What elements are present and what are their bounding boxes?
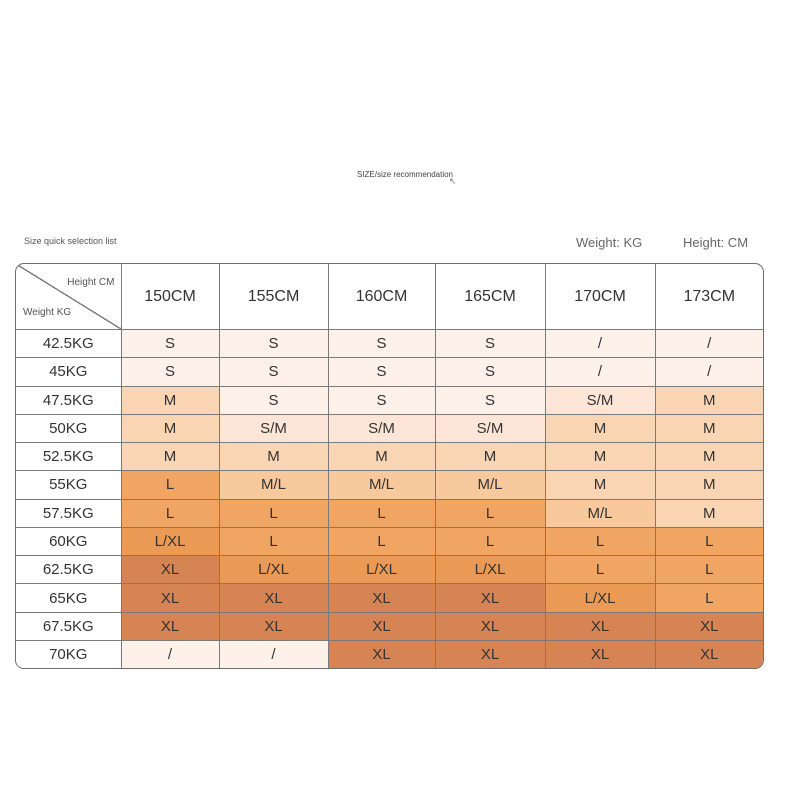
size-cell: M [655, 499, 763, 527]
size-cell: L [545, 527, 655, 555]
size-cell: S/M [328, 414, 435, 442]
size-cell: L [545, 556, 655, 584]
weight-cell: 47.5KG [16, 386, 121, 414]
table-row [16, 584, 763, 612]
table-row [16, 556, 763, 584]
weight-cell: 45KG [16, 358, 121, 386]
size-cell: M [435, 443, 545, 471]
size-cell: XL [121, 556, 219, 584]
size-cell: S [435, 386, 545, 414]
corner-height-label: Height CM [67, 277, 115, 288]
size-cell: / [121, 640, 219, 668]
size-cell: L/XL [219, 556, 328, 584]
size-cell: S/M [435, 414, 545, 442]
size-cell: M [121, 386, 219, 414]
size-cell: M [545, 443, 655, 471]
height-header: 155CM [219, 264, 328, 330]
table-row [16, 443, 763, 471]
corner-weight-label: Weight KG [23, 307, 72, 318]
table-row [16, 471, 763, 499]
size-cell: L/XL [435, 556, 545, 584]
table-row [16, 414, 763, 442]
size-cell: L/XL [121, 527, 219, 555]
size-cell: L [655, 584, 763, 612]
size-cell: S [121, 358, 219, 386]
size-cell: M [655, 443, 763, 471]
size-cell: S [435, 330, 545, 358]
size-cell: XL [219, 584, 328, 612]
size-cell: / [545, 330, 655, 358]
size-cell: L [435, 499, 545, 527]
weight-cell: 57.5KG [16, 499, 121, 527]
weight-cell: 70KG [16, 640, 121, 668]
size-cell: M [121, 414, 219, 442]
size-cell: S [328, 358, 435, 386]
header-row [16, 264, 763, 330]
size-cell: / [655, 358, 763, 386]
size-cell: M [655, 471, 763, 499]
table-row [16, 527, 763, 555]
size-cell: L [219, 527, 328, 555]
size-cell: M/L [328, 471, 435, 499]
size-cell: L [435, 527, 545, 555]
size-cell: M [121, 443, 219, 471]
table-row [16, 612, 763, 640]
height-unit-label: Height: CM [683, 235, 749, 250]
size-cell: L/XL [545, 584, 655, 612]
table-row [16, 330, 763, 358]
size-cell: XL [545, 612, 655, 640]
size-cell: S [121, 330, 219, 358]
size-cell: M/L [435, 471, 545, 499]
size-cell: XL [545, 640, 655, 668]
page-heading: SIZE/size recommendation [356, 170, 454, 179]
size-cell: S/M [219, 414, 328, 442]
size-cell: S [219, 358, 328, 386]
size-cell: L [121, 471, 219, 499]
corner-cell [16, 264, 121, 330]
size-cell: / [655, 330, 763, 358]
table-row [16, 499, 763, 527]
size-cell: XL [121, 584, 219, 612]
size-cell: S [328, 330, 435, 358]
weight-cell: 67.5KG [16, 612, 121, 640]
size-cell: S/M [545, 386, 655, 414]
size-cell: L/XL [328, 556, 435, 584]
size-cell: XL [328, 640, 435, 668]
table-row [16, 640, 763, 668]
size-cell: M [655, 386, 763, 414]
size-cell: M [328, 443, 435, 471]
size-cell: XL [435, 640, 545, 668]
size-cell: XL [121, 612, 219, 640]
size-cell: L [328, 527, 435, 555]
size-cell: S [219, 386, 328, 414]
height-header: 150CM [121, 264, 219, 330]
weight-cell: 65KG [16, 584, 121, 612]
size-cell: S [219, 330, 328, 358]
size-cell: M/L [545, 499, 655, 527]
size-table [16, 264, 763, 668]
size-chart [15, 263, 764, 669]
quick-selection-label: Size quick selection list [24, 236, 117, 246]
size-cell: XL [435, 612, 545, 640]
size-cell: L [328, 499, 435, 527]
size-cell: / [219, 640, 328, 668]
height-header: 160CM [328, 264, 435, 330]
table-row [16, 386, 763, 414]
mouse-cursor-icon: ↖ [449, 176, 457, 186]
size-cell: XL [655, 640, 763, 668]
size-cell: L [655, 527, 763, 555]
size-cell: M [545, 414, 655, 442]
weight-unit-label: Weight: KG [576, 235, 643, 250]
size-cell: S [435, 358, 545, 386]
weight-cell: 42.5KG [16, 330, 121, 358]
size-cell: L [655, 556, 763, 584]
size-cell: L [219, 499, 328, 527]
size-cell: XL [328, 584, 435, 612]
size-cell: M [655, 414, 763, 442]
size-cell: M/L [219, 471, 328, 499]
size-cell: S [328, 386, 435, 414]
size-cell: XL [435, 584, 545, 612]
weight-cell: 62.5KG [16, 556, 121, 584]
weight-cell: 50KG [16, 414, 121, 442]
weight-cell: 52.5KG [16, 443, 121, 471]
table-row [16, 358, 763, 386]
size-cell: M [545, 471, 655, 499]
size-cell: XL [219, 612, 328, 640]
table-body [16, 330, 763, 669]
size-cell: XL [328, 612, 435, 640]
height-header: 165CM [435, 264, 545, 330]
size-cell: L [121, 499, 219, 527]
size-cell: / [545, 358, 655, 386]
size-cell: XL [655, 612, 763, 640]
weight-cell: 60KG [16, 527, 121, 555]
height-header: 173CM [655, 264, 763, 330]
height-header: 170CM [545, 264, 655, 330]
weight-cell: 55KG [16, 471, 121, 499]
size-cell: M [219, 443, 328, 471]
